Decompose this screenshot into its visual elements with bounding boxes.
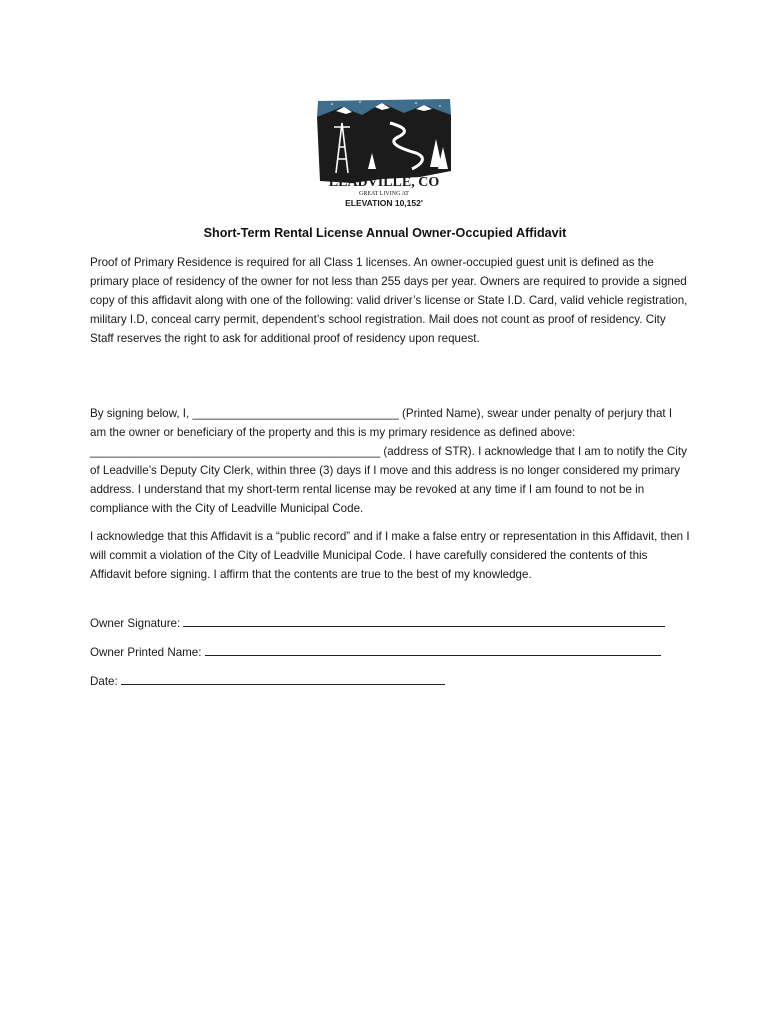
affirmation-text-3: (address of STR). I acknowledge that I am to notify the City of Leadville’s Deputy City Clerk, within three (3) days if I move and this address is no longer considered my primary address. I understand that my short-term rental license may be revoked at any time if I am found to not be in compliance with the City of Leadville Municipal Code.: [90, 444, 687, 515]
owner-printed-name-field: [90, 643, 661, 662]
logo-tagline-text: GREAT LIVING AT: [359, 191, 409, 197]
document-title: Short-Term Rental License Annual Owner-Occupied Affidavit: [203, 226, 567, 240]
acknowledgment-paragraph: I acknowledge that this Affidavit is a “public record” and if I make a false entry or representation in this Affidavit, then I will commit a violation of the City of Leadville Municipal Code. I have carefully considered the contents of this Affidavit before signing. I affirm that the contents are true to the best of my knowledge.: [90, 530, 690, 581]
date-label: Date:: [90, 675, 121, 688]
date-line[interactable]: [121, 672, 445, 685]
date-field: [90, 672, 445, 691]
owner-signature-label: Owner Signature:: [90, 617, 184, 630]
owner-signature-line[interactable]: [183, 614, 665, 627]
owner-signature-field: [90, 614, 665, 633]
intro-paragraph: Proof of Primary Residence is required for all Class 1 licenses. An owner-occupied guest unit is defined as the primary place of residency of the owner for not less than 255 days per year. Owners are required to provide a signed copy of this affidavit along with one of the following: valid driver’s license or State I.D. Card, valid vehicle registration, military I.D, conceal carry permit, dependent’s school registration. Mail does not count as proof of residency. City Staff reserves the right to ask for additional proof of residency upon request.: [90, 256, 688, 345]
logo-elevation-text: ELEVATION 10,152': [345, 198, 423, 208]
owner-printed-name-line[interactable]: [205, 643, 661, 656]
address-blank: _____________________________________________: [90, 444, 381, 458]
affirmation-text-2: (Printed Name), swear under penalty of perjury that I am the owner or beneficiary of the property and this is my primary residence as defined above:: [90, 407, 673, 439]
printed-name-blank: ________________________________: [192, 407, 399, 420]
affirmation-paragraph: [90, 405, 690, 518]
owner-printed-name-label: Owner Printed Name:: [90, 646, 205, 659]
leadville-logo: [312, 97, 457, 209]
mountain-headframe-logo-icon: [312, 97, 457, 209]
logo-brand-text: LEADVILLE, CO: [328, 175, 440, 190]
affirmation-text-1: By signing below, I,: [90, 407, 193, 420]
